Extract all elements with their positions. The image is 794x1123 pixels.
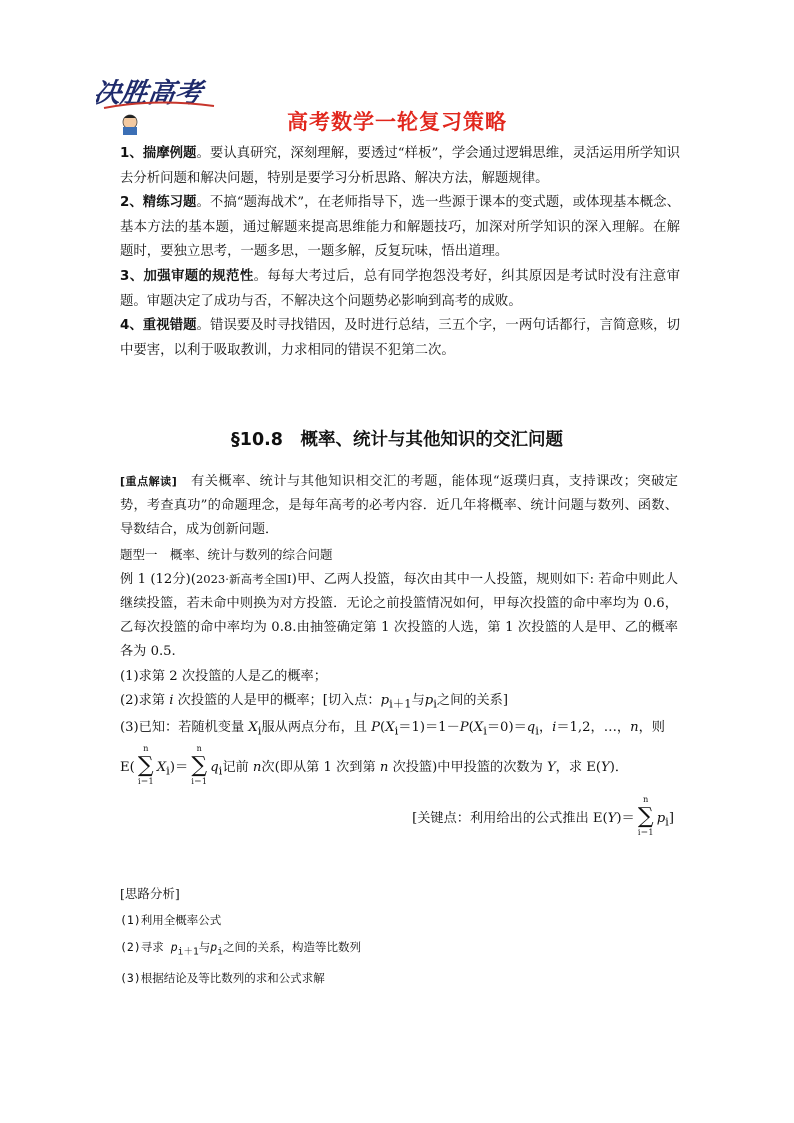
- section-title: §10.8 概率、统计与其他知识的交汇问题: [231, 430, 563, 450]
- question-1: (1)求第 2 次投篮的人是乙的概率；: [120, 668, 327, 684]
- expectation-formula: E( n ∑ i＝1 $X_i)=$ n ∑ i＝1 $q_i$记前 n次(即从第 1 次到第 n 次投篮)中甲投篮的次数为 Y，求 E(Y)．: [120, 744, 629, 787]
- type-title: 题型一 概率、统计与数列的综合问题: [120, 546, 333, 562]
- question-2: (2)求第 i 次投篮的人是甲的概率；[切入点：$p_{i+1}$与$p_i$之间的关系]: [120, 692, 508, 711]
- analysis-step-2: (2)寻求 $p_{i+1}$与$p_i$之间的关系，构造等比数列: [120, 940, 361, 958]
- strategy-item: 3、加强审题的规范性。每每大考过后，总有同学抱怨没考好，纠其原因是考试时没有注意审题。审题决定了成功与否，不解决这个问题势必影响到高考的成败。: [120, 268, 680, 309]
- analysis-heading: [思路分析]: [120, 886, 180, 901]
- page-title: 高考数学一轮复习策略: [287, 110, 507, 134]
- strategy-item: 1、揣摩例题。要认真研究，深刻理解，要透过“样板”，学会通过逻辑思维，灵活运用所学知识去分析问题和解决问题，特别是要学习分析思路、解决方法，解题规律。: [120, 146, 680, 186]
- question-3: (3)已知：若随机变量 $X_i$服从两点分布，且 $P(X_i=1)=1-P(X_i=0)=q_i$，i＝1,2，…，n，则: [120, 719, 665, 738]
- key-point: [关键点：利用给出的公式推出 E(Y)＝ n ∑ i＝1 $p_i$]: [412, 795, 674, 838]
- strategy-item: 2、精练习题。不搞“题海战术”，在老师指导下，选一些源于课本的变式题，或体现基本概念、基本方法的基本题，通过解题来提高思维能力和解题技巧，加深对所学知识的深入理解。在解题时，要独立思考，一题多思，一题多解，反复玩味，悟出道理。: [120, 195, 680, 260]
- example-statement: 例 1 (12分)(2023·新高考全国Ⅰ)甲、乙两人投篮，每次由其中一人投篮，规则如下: 若命中则此人继续投篮，若未命中则换为对方投篮．无论之前投篮情况如何，甲每次投篮的命中率均为 0.6，乙每次投篮的命中率均为 0.8.由抽签确定第 1 次投篮的人选，第 1 次投篮的人是甲、乙的概率各为 0.5.: [120, 571, 679, 660]
- sum-symbol: n ∑ i＝1: [137, 744, 154, 787]
- strategy-item: 4、重视错题。错误要及时寻找错因，及时进行总结，三五个字，一两句话都行，言简意赅，切中要害，以利于吸取教训，力求相同的错误不犯第二次。: [120, 318, 680, 358]
- strategy-list: [120, 142, 680, 363]
- sum-symbol: n ∑ i＝1: [637, 795, 654, 838]
- content-body: [120, 470, 678, 845]
- key-reading: [重点解读] 有关概率、统计与其他知识相交汇的考题，能体现“返璞归真，支持课改；突破定势，考查真功”的命题理念，是每年高考的必考内容．近几年将概率、统计问题与数列、函数、导数结合，成为创新问题．: [120, 474, 678, 538]
- analysis-step-1: (1)利用全概率公式: [120, 913, 222, 927]
- logo-text: 决胜高考: [96, 78, 204, 109]
- analysis-block: [120, 880, 678, 992]
- sum-symbol: n ∑ i＝1: [191, 744, 208, 787]
- analysis-step-3: (3)根据结论及等比数列的求和公式求解: [120, 971, 325, 986]
